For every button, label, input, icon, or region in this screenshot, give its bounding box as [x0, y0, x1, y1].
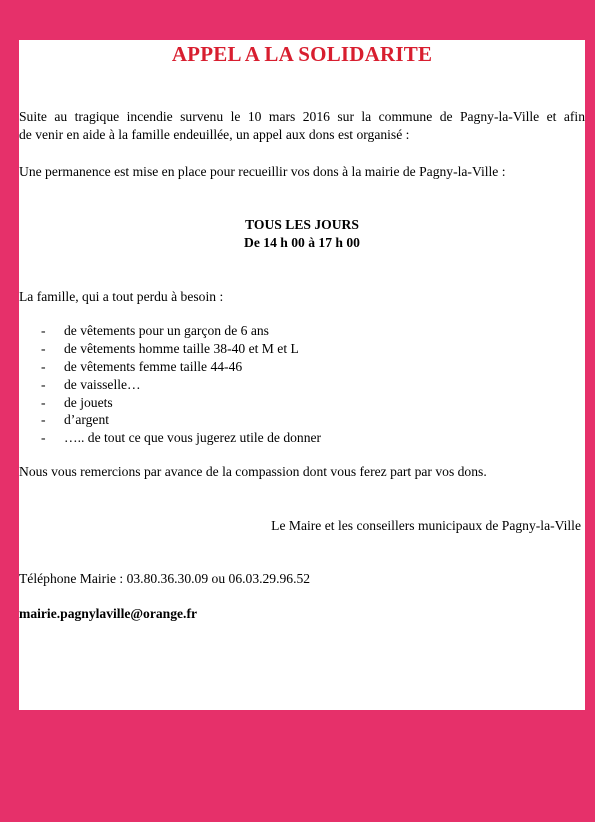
list-bullet: -	[41, 376, 46, 392]
intro-paragraph	[19, 108, 585, 144]
schedule-days: TOUS LES JOURS	[245, 217, 359, 232]
list-item	[19, 340, 321, 358]
list-bullet: -	[41, 340, 46, 356]
family-needs-intro: La famille, qui a tout perdu à besoin :	[19, 289, 224, 304]
list-bullet: -	[41, 394, 46, 410]
list-item	[19, 429, 321, 447]
need-text: d’argent	[64, 412, 110, 428]
list-bullet: -	[41, 412, 46, 428]
list-bullet: -	[41, 358, 46, 374]
intro-line-1: Suite au tragique incendie survenu le 10 mars 2016 sur la commune de Pagny-la-Ville et afin	[19, 109, 585, 124]
need-text: de vêtements femme taille 44-46	[64, 358, 243, 374]
list-item	[19, 411, 321, 429]
flyer-page	[19, 40, 585, 710]
flyer-title: APPEL A LA SOLIDARITE	[171, 42, 433, 66]
list-bullet: -	[41, 430, 46, 446]
list-item	[19, 322, 321, 340]
email-address[interactable]: mairie.pagnylaville@orange.fr	[19, 606, 198, 621]
need-text: ….. de tout ce que vous jugerez utile de donner	[64, 430, 322, 446]
signature: Le Maire et les conseillers municipaux de Pagny-la-Ville	[271, 518, 581, 533]
list-item	[19, 394, 321, 412]
need-text: de jouets	[64, 394, 113, 410]
thanks-text: Nous vous remercions par avance de la compassion dont vous ferez part par vos dons.	[19, 464, 487, 479]
phone-text: Téléphone Mairie : 03.80.36.30.09 ou 06.03.29.96.52	[19, 571, 311, 586]
need-text: de vêtements homme taille 38-40 et M et L	[64, 340, 299, 356]
list-item	[19, 376, 321, 394]
schedule-hours: De 14 h 00 à 17 h 00	[244, 235, 360, 250]
list-item	[19, 358, 321, 376]
intro-line-2: de venir en aide à la famille endeuillée, un appel aux dons est organisé :	[19, 127, 410, 142]
list-bullet: -	[41, 323, 46, 338]
need-text: de vaisselle…	[64, 376, 141, 392]
need-text: de vêtements pour un garçon de 6 ans	[64, 323, 269, 338]
needs-list	[19, 322, 321, 447]
permanence-text: Une permanence est mise en place pour recueillir vos dons à la mairie de Pagny-la-Ville :	[19, 164, 506, 179]
